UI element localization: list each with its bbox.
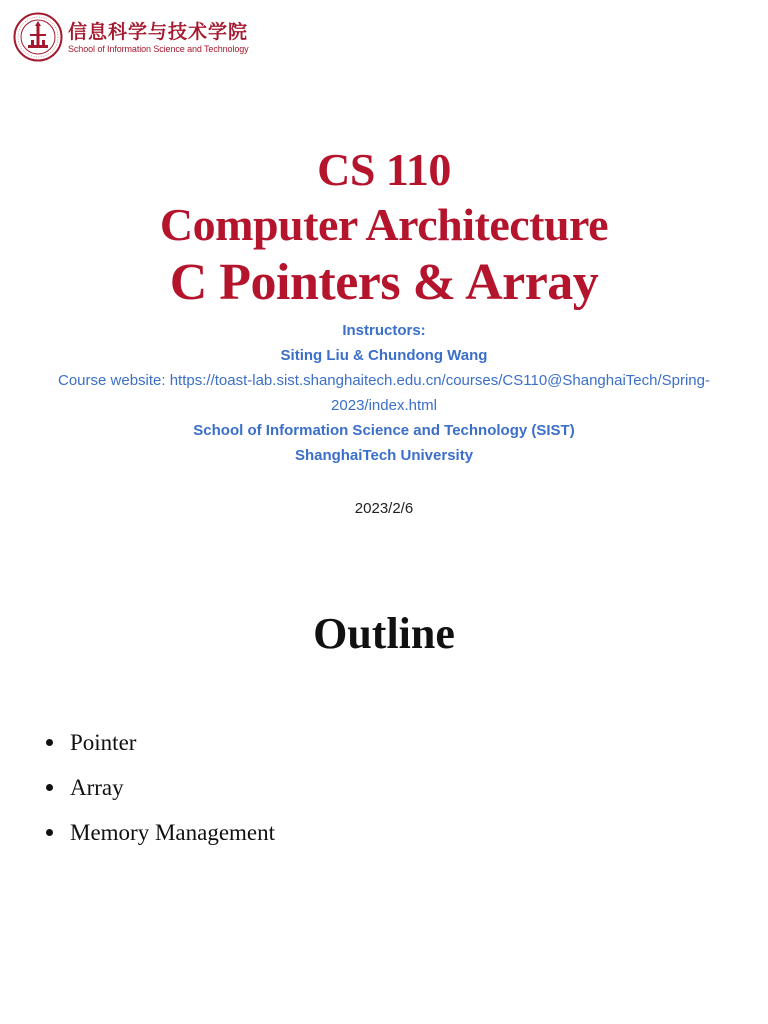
course-info	[0, 318, 768, 468]
course-website-link[interactable]: Course website: https://toast-lab.sist.shanghaitech.edu.cn/courses/CS110@ShanghaiTech/Spring-2023/index.html	[58, 372, 710, 414]
school-name-english: School of Information Science and Technology	[68, 44, 249, 54]
bullet-icon	[46, 784, 53, 791]
bullet-icon	[46, 739, 53, 746]
bullet-icon	[46, 829, 53, 836]
school-name: School of Information Science and Technology (SIST)	[193, 422, 575, 439]
slide-title	[0, 142, 768, 314]
university-name: ShanghaiTech University	[294, 447, 474, 464]
outline-item-label: Memory Management	[70, 820, 276, 845]
course-name: Computer Architecture	[159, 199, 609, 250]
outline-heading: Outline	[313, 609, 455, 658]
outline-list	[42, 720, 275, 855]
instructors-label: Instructors:	[342, 322, 426, 339]
list-item	[42, 810, 275, 855]
school-logo	[13, 12, 263, 62]
instructors-names: Siting Liu & Chundong Wang	[280, 347, 488, 364]
school-name-chinese: 信息科学与技术学院	[68, 21, 249, 43]
lecture-title: C Pointers & Array	[169, 254, 599, 311]
lecture-date: 2023/2/6	[354, 500, 414, 517]
outline-item-label: Pointer	[70, 730, 137, 755]
list-item	[42, 765, 275, 810]
list-item	[42, 720, 275, 765]
outline-item-label: Array	[70, 775, 124, 800]
university-seal-icon	[13, 12, 63, 62]
course-code: CS 110	[317, 144, 451, 195]
